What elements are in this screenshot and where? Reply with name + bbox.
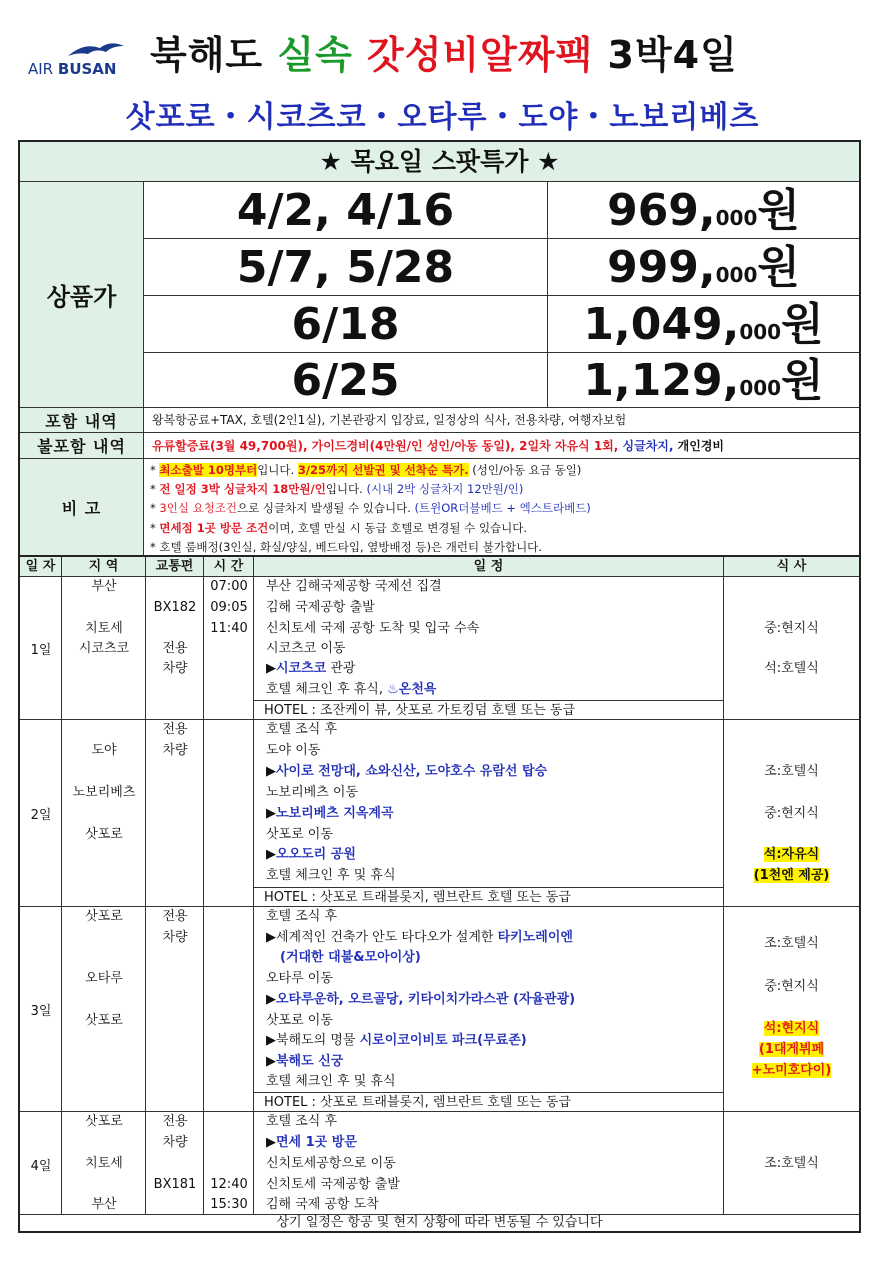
day-3-meal-dinner: 석:현지식 [763, 1021, 820, 1036]
day-2-region: 도야 [91, 743, 117, 758]
day-3-transport: 전용 [162, 909, 188, 924]
day-1-item: 시코츠코 이동 [266, 641, 346, 656]
title-region: 북해도 [150, 33, 264, 77]
included-label: 포함 내역 [20, 408, 144, 433]
day-2-region: 노보리베츠 [72, 785, 136, 800]
day-1-item: 신치토세 국제 공항 도착 및 입국 수속 [266, 621, 480, 636]
day-2-label: 2일 [30, 808, 52, 823]
title-duration: 3박4일 [607, 33, 738, 77]
note-4: * 면세점 1곳 방문 조건이며, 호텔 만실 시 동급 호텔로 변경될 수 있습니다. [150, 520, 528, 535]
day-2-item: 도야 이동 [266, 743, 321, 758]
title-tag: 실속 [277, 33, 353, 77]
day-2-transport: 차량 [162, 743, 188, 758]
day-3-item: 삿포로 이동 [266, 1013, 333, 1028]
day-3-item: (거대한 대불&모아이상) [280, 950, 421, 965]
day-2-item: 삿포로 이동 [266, 827, 333, 842]
header-time: 시 간 [204, 557, 254, 577]
price-amount-1: 969,000원 [548, 182, 859, 239]
day-2-meal: 중:현지식 [764, 806, 819, 821]
day-1-label: 1일 [30, 643, 52, 658]
day-2-item: 호텔 조식 후 [266, 722, 338, 737]
day-3-item: 호텔 체크인 후 및 휴식 [266, 1074, 396, 1089]
bird-logo-icon [66, 38, 126, 60]
day-1-transport: 차량 [162, 661, 188, 676]
day-3-meal: 중:현지식 [764, 979, 819, 994]
day-1-time: 11:40 [210, 621, 248, 636]
day-4-region: 치토세 [85, 1156, 123, 1171]
day-1-meal: 중:현지식 [764, 621, 819, 636]
day-4-item: 신치토세 국제공항 출발 [266, 1177, 400, 1192]
included-text: 왕복항공료+TAX, 호텔(2인1실), 기본관광지 입장료, 일정상의 식사, 전용차량, 여행자보험 [144, 408, 859, 433]
day-4-transport: 차량 [162, 1135, 188, 1150]
day-4-transport: 전용 [162, 1114, 188, 1129]
day-2-region: 삿포로 [85, 827, 123, 842]
day-1-transport: 전용 [162, 641, 188, 656]
day-2-item: ▶노보리베츠 지옥계곡 [266, 806, 394, 821]
day-4-item: ▶면세 1곳 방문 [266, 1135, 357, 1150]
day-1-meal: 석:호텔식 [764, 661, 819, 676]
day-3-meal-note: (1대게뷔페 [758, 1042, 825, 1057]
footer-note: 상기 일정은 항공 및 현지 상황에 따라 변동될 수 있습니다 [276, 1215, 603, 1230]
day-2-hotel: HOTEL : 삿포로 트래블롯지, 렘브란트 호텔 또는 동급 [254, 887, 724, 907]
price-dates-2: 5/7, 5/28 [144, 239, 548, 296]
day-1-item: ▶시코츠코 관광 [266, 661, 356, 676]
day-3-item: ▶오타루운하, 오르골당, 키타이치가라스관 (자율관광) [266, 992, 576, 1007]
day-3-item: ▶북해도 신궁 [266, 1054, 344, 1069]
day-4-time: 12:40 [210, 1177, 248, 1192]
day-4-time: 15:30 [210, 1197, 248, 1212]
day-3-meal: 조:호텔식 [764, 936, 819, 951]
header-meal: 식 사 [724, 557, 859, 577]
title-product: 갓성비알짜팩 [367, 33, 594, 77]
notes-label: 비 고 [20, 459, 144, 557]
price-dates-4: 6/25 [144, 353, 548, 408]
day-3-region: 삿포로 [85, 909, 123, 924]
day-4-region: 부산 [91, 1197, 117, 1212]
header-schedule: 일 정 [254, 557, 724, 577]
price-dates-1: 4/2, 4/16 [144, 182, 548, 239]
price-amount-4: 1,129,000원 [548, 353, 859, 408]
airline-logo [28, 38, 138, 82]
day-4-item: 김해 국제 공항 도착 [266, 1197, 379, 1212]
day-3-item: ▶북해도의 명물 시로이코이비토 파크(무료존) [266, 1033, 527, 1048]
day-3-item: 호텔 조식 후 [266, 909, 338, 924]
day-4-item: 신치토세공항으로 이동 [266, 1156, 396, 1171]
excluded-label: 불포함 내역 [20, 433, 144, 459]
day-3-transport: 차량 [162, 930, 188, 945]
note-1: * 최소출발 10명부터입니다. 3/25까지 선발권 및 선착순 특가. (성인/아동 요금 동일) [150, 463, 582, 477]
day-3-item: ▶세계적인 건축가 안도 타다오가 설계한 타키노레이엔 [266, 930, 573, 945]
notes-list [144, 459, 859, 557]
price-amount-3: 1,049,000원 [548, 296, 859, 353]
special-banner: ★ 목요일 스팟특가 ★ [20, 142, 859, 182]
note-5: * 호텔 룸배정(3인실, 화실/양실, 베드타입, 옆방배정 등)은 개런티 불가합니다. [150, 539, 542, 554]
day-2-item: ▶사이로 전망대, 쇼와신산, 도야호수 유람선 탑승 [266, 764, 548, 779]
day-1-item: 김해 국제공항 출발 [266, 600, 375, 615]
day-2-meal: 조:호텔식 [764, 764, 819, 779]
route-subtitle: 삿포로・시코츠코・오타루・도야・노보리베츠 [125, 100, 760, 135]
day-3-meal-note: +노미호다이) [751, 1063, 832, 1078]
note-2: * 전 일정 3박 싱글차지 18만원/인입니다. (시내 2박 싱글차지 12만원/인) [150, 482, 524, 497]
day-1-item: 부산 김해국제공항 국제선 집결 [266, 579, 442, 594]
excluded-text: 유류할증료(3월 49,700원), 가이드경비(4만원/인 성인/아동 동일), 2일차 자유식 1회, 싱글차지, 개인경비 [144, 433, 859, 459]
day-3-region: 오타루 [85, 971, 123, 986]
header-region: 지 역 [62, 557, 146, 577]
day-1-region: 부산 [91, 579, 117, 594]
airline-brand: AIR BUSAN [28, 60, 117, 78]
day-2-meal-note: (1천엔 제공) [753, 868, 830, 883]
day-2-item: ▶오오도리 공원 [266, 847, 356, 862]
page-title [150, 24, 738, 79]
price-amount-2: 999,000원 [548, 239, 859, 296]
day-1-hotel: HOTEL : 조잔케이 뷰, 삿포로 가토킹덤 호텔 또는 동급 [254, 700, 724, 720]
day-4-region: 삿포로 [85, 1114, 123, 1129]
day-2-transport: 전용 [162, 722, 188, 737]
header-transport: 교통편 [146, 557, 204, 577]
day-3-item: 오타루 이동 [266, 971, 333, 986]
day-4-transport: BX181 [153, 1177, 197, 1192]
note-3: * 3인실 요청조건으로 싱글차지 발생될 수 있습니다. (트윈OR더블베드 + 엑스트라베드) [150, 501, 591, 516]
day-2-meal-dinner: 석:자유식 [763, 847, 820, 862]
day-2-item: 노보리베츠 이동 [266, 785, 359, 800]
day-1-item: 호텔 체크인 후 휴식, ♨온천욕 [266, 682, 437, 697]
day-1-transport: BX182 [153, 600, 197, 615]
day-3-region: 삿포로 [85, 1013, 123, 1028]
day-1-region: 치토세 [85, 621, 123, 636]
day-1-region: 시코츠코 [78, 641, 130, 656]
itinerary-table [18, 140, 861, 1233]
header-day: 일 자 [20, 557, 62, 577]
price-dates-3: 6/18 [144, 296, 548, 353]
day-1-time: 09:05 [210, 600, 248, 615]
day-3-label: 3일 [30, 1004, 52, 1019]
day-4-label: 4일 [30, 1159, 52, 1174]
day-1-time: 07:00 [210, 579, 248, 594]
day-2-item: 호텔 체크인 후 및 휴식 [266, 868, 396, 883]
day-4-meal: 조:호텔식 [764, 1156, 819, 1171]
day-4-item: 호텔 조식 후 [266, 1114, 338, 1129]
day-3-hotel: HOTEL : 삿포로 트래블롯지, 렘브란트 호텔 또는 동급 [254, 1092, 724, 1112]
price-label: 상품가 [20, 182, 144, 408]
